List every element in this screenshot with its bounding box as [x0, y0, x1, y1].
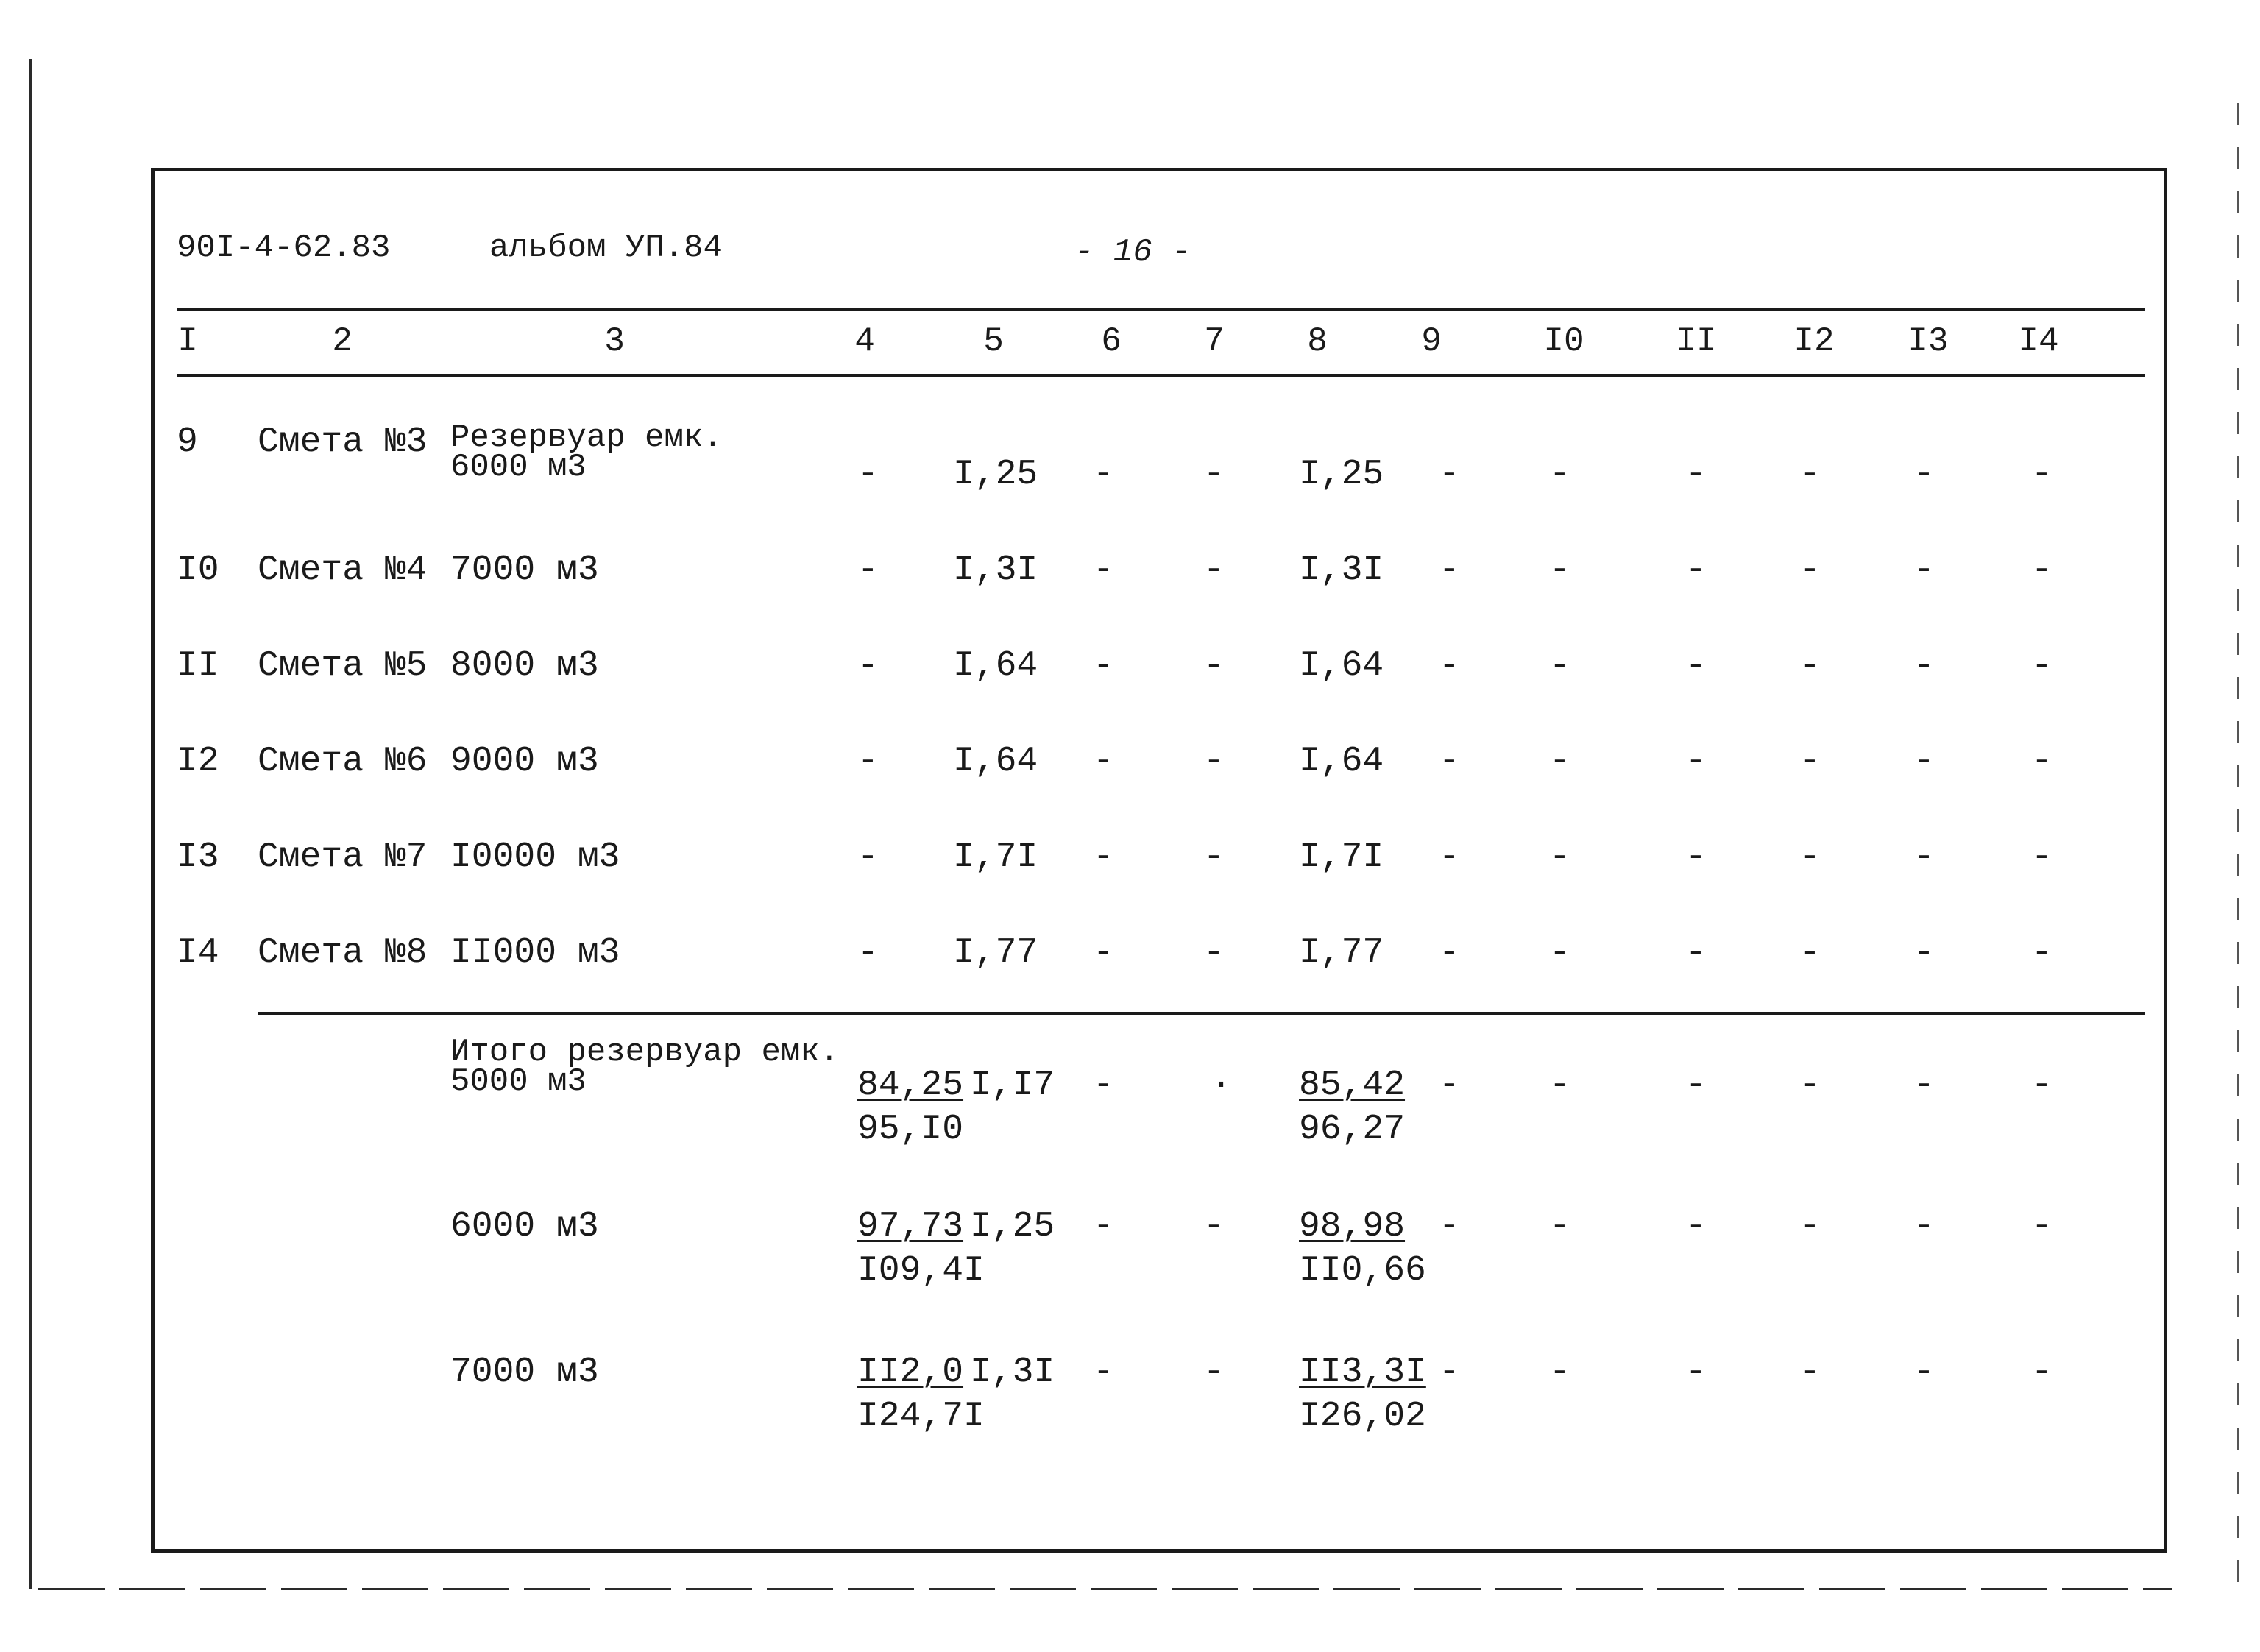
row-10-c13: -: [1913, 550, 1935, 590]
row-14-c11: -: [1685, 933, 1707, 973]
col-num-1: I: [177, 322, 198, 361]
col-num-11: II: [1676, 322, 1717, 361]
row-11-number: II: [177, 646, 219, 686]
row-14-c5: I,77: [953, 933, 1038, 973]
total-5000-c10: -: [1549, 1066, 1570, 1105]
col-num-7: 7: [1204, 322, 1225, 361]
row-10-c12: -: [1799, 550, 1821, 590]
total-7000-c9: -: [1439, 1353, 1460, 1392]
col-num-10: I0: [1543, 322, 1584, 361]
row-9-c14: -: [2031, 455, 2052, 494]
total-7000-c8-top: II3,3I: [1299, 1353, 1426, 1392]
row-13-c13: -: [1913, 837, 1935, 877]
total-5000-c4-bottom: 95,I0: [857, 1110, 964, 1149]
row-12-c9: -: [1439, 742, 1460, 781]
total-7000-c5: I,3I: [970, 1353, 1055, 1392]
row-9-c7: -: [1203, 455, 1225, 494]
row-10-c6: -: [1093, 550, 1114, 590]
row-11-c14: -: [2031, 646, 2052, 686]
row-14-desc: II000 м3: [450, 933, 620, 973]
row-10-c9: -: [1439, 550, 1460, 590]
row-10-c10: -: [1549, 550, 1570, 590]
total-7000-c10: -: [1549, 1353, 1570, 1392]
col-num-14: I4: [2018, 322, 2059, 361]
col-num-12: I2: [1793, 322, 1835, 361]
col-num-6: 6: [1101, 322, 1122, 361]
row-12-desc: 9000 м3: [450, 742, 599, 781]
row-11-c13: -: [1913, 646, 1935, 686]
row-10-c14: -: [2031, 550, 2052, 590]
row-11-c5: I,64: [953, 646, 1038, 686]
row-11-c8: I,64: [1299, 646, 1384, 686]
row-13-number: I3: [177, 837, 219, 877]
total-5000-c8-top: 85,42: [1299, 1066, 1406, 1105]
row-13-estimate: Смета №7: [258, 837, 428, 877]
total-6000-c4-bottom: I09,4I: [857, 1251, 985, 1291]
col-num-13: I3: [1907, 322, 1949, 361]
row-14-estimate: Смета №8: [258, 933, 428, 973]
total-7000-c13: -: [1913, 1353, 1935, 1392]
row-10-c5: I,3I: [953, 550, 1038, 590]
row-11-estimate: Смета №5: [258, 646, 428, 686]
col-num-8: 8: [1307, 322, 1328, 361]
total-6000-c9: -: [1439, 1207, 1460, 1247]
row-9-c6: -: [1093, 455, 1114, 494]
total-7000-c4-top: II2,0: [857, 1353, 964, 1392]
row-12-c6: -: [1093, 742, 1114, 781]
row-9-estimate: Смета №3: [258, 422, 428, 462]
row-10-c11: -: [1685, 550, 1707, 590]
row-11-c11: -: [1685, 646, 1707, 686]
total-5000-c6: -: [1093, 1066, 1114, 1105]
row-14-c4: -: [857, 933, 879, 973]
row-11-c6: -: [1093, 646, 1114, 686]
row-13-c5: I,7I: [953, 837, 1038, 877]
total-6000-c11: -: [1685, 1207, 1707, 1247]
total-5000-c8-bottom: 96,27: [1299, 1110, 1406, 1149]
row-10-number: I0: [177, 550, 219, 590]
col-num-4: 4: [854, 322, 875, 361]
total-7000-c11: -: [1685, 1353, 1707, 1392]
total-6000-c10: -: [1549, 1207, 1570, 1247]
row-12-estimate: Смета №6: [258, 742, 428, 781]
total-5000-c13: -: [1913, 1066, 1935, 1105]
row-13-c7: -: [1203, 837, 1225, 877]
column-header-top-rule: [177, 308, 2145, 311]
row-12-c14: -: [2031, 742, 2052, 781]
total-5000-c5: I,I7: [970, 1066, 1055, 1105]
row-11-c10: -: [1549, 646, 1570, 686]
row-12-c8: I,64: [1299, 742, 1384, 781]
album-label: альбом УП.84: [489, 230, 723, 266]
row-13-c14: -: [2031, 837, 2052, 877]
row-9-c12: -: [1799, 455, 1821, 494]
scan-right-edge: [2237, 103, 2239, 1589]
row-14-c12: -: [1799, 933, 1821, 973]
col-num-9: 9: [1421, 322, 1442, 361]
row-9-c13: -: [1913, 455, 1935, 494]
row-9-desc-line1: Резервуар емк.: [450, 419, 723, 456]
row-13-c10: -: [1549, 837, 1570, 877]
total-5000-c12: -: [1799, 1066, 1821, 1105]
row-14-c7: -: [1203, 933, 1225, 973]
total-6000-c6: -: [1093, 1207, 1114, 1247]
row-13-c8: I,7I: [1299, 837, 1384, 877]
col-num-3: 3: [604, 322, 625, 361]
total-6000-c12: -: [1799, 1207, 1821, 1247]
page-number: - 16 -: [1074, 234, 1191, 271]
row-11-c7: -: [1203, 646, 1225, 686]
row-11-desc: 8000 м3: [450, 646, 599, 686]
total-7000-c6: -: [1093, 1353, 1114, 1392]
row-14-c6: -: [1093, 933, 1114, 973]
total-5000-c11: -: [1685, 1066, 1707, 1105]
total-5000-c4-top: 84,25: [857, 1066, 964, 1105]
doc-code: 90I-4-62.83: [177, 230, 391, 266]
scan-bottom-edge: [38, 1588, 2172, 1590]
row-12-number: I2: [177, 742, 219, 781]
row-12-c11: -: [1685, 742, 1707, 781]
col-num-2: 2: [332, 322, 353, 361]
row-12-c10: -: [1549, 742, 1570, 781]
total-6000-c8-bottom: II0,66: [1299, 1251, 1426, 1291]
row-11-c12: -: [1799, 646, 1821, 686]
row-13-c11: -: [1685, 837, 1707, 877]
row-13-desc: I0000 м3: [450, 837, 620, 877]
row-13-c12: -: [1799, 837, 1821, 877]
totals-top-rule: [258, 1012, 2145, 1015]
total-6000-c4-top: 97,73: [857, 1207, 964, 1247]
row-10-estimate: Смета №4: [258, 550, 428, 590]
total-6000-c5: I,25: [970, 1207, 1055, 1247]
row-9-c9: -: [1439, 455, 1460, 494]
total-7000-c8-bottom: I26,02: [1299, 1397, 1426, 1436]
row-14-c8: I,77: [1299, 933, 1384, 973]
total-7000-c12: -: [1799, 1353, 1821, 1392]
row-14-c14: -: [2031, 933, 2052, 973]
scan-left-edge: [29, 59, 32, 1589]
row-9-c11: -: [1685, 455, 1707, 494]
total-6000-c8-top: 98,98: [1299, 1207, 1406, 1247]
row-12-c7: -: [1203, 742, 1225, 781]
row-9-c5: I,25: [953, 455, 1038, 494]
total-6000-c13: -: [1913, 1207, 1935, 1247]
row-12-c5: I,64: [953, 742, 1038, 781]
total-7000-desc: 7000 м3: [450, 1353, 599, 1392]
row-12-c13: -: [1913, 742, 1935, 781]
row-13-c4: -: [857, 837, 879, 877]
row-9-c10: -: [1549, 455, 1570, 494]
row-13-c9: -: [1439, 837, 1460, 877]
row-14-c9: -: [1439, 933, 1460, 973]
row-11-c4: -: [857, 646, 879, 686]
row-9-c4: -: [857, 455, 879, 494]
total-7000-c14: -: [2031, 1353, 2052, 1392]
row-10-c8: I,3I: [1299, 550, 1384, 590]
col-num-5: 5: [983, 322, 1004, 361]
total-5000-c9: -: [1439, 1066, 1460, 1105]
total-5000-desc-line2: 5000 м3: [450, 1063, 587, 1100]
total-5000-c14: -: [2031, 1066, 2052, 1105]
total-5000-c7: ·: [1211, 1066, 1232, 1105]
row-9-c8: I,25: [1299, 455, 1384, 494]
total-7000-c4-bottom: I24,7I: [857, 1397, 985, 1436]
row-11-c9: -: [1439, 646, 1460, 686]
row-14-number: I4: [177, 933, 219, 973]
total-5000-desc-line1: Итого резервуар емк.: [450, 1034, 840, 1071]
total-7000-c7: -: [1203, 1353, 1225, 1392]
row-13-c6: -: [1093, 837, 1114, 877]
total-6000-desc: 6000 м3: [450, 1207, 599, 1247]
total-6000-c14: -: [2031, 1207, 2052, 1247]
row-10-c7: -: [1203, 550, 1225, 590]
row-10-desc: 7000 м3: [450, 550, 599, 590]
row-10-c4: -: [857, 550, 879, 590]
row-14-c10: -: [1549, 933, 1570, 973]
row-9-number: 9: [177, 422, 198, 462]
row-12-c12: -: [1799, 742, 1821, 781]
column-header-bottom-rule: [177, 374, 2145, 377]
row-9-desc-line2: 6000 м3: [450, 449, 587, 486]
row-14-c13: -: [1913, 933, 1935, 973]
row-12-c4: -: [857, 742, 879, 781]
total-6000-c7: -: [1203, 1207, 1225, 1247]
